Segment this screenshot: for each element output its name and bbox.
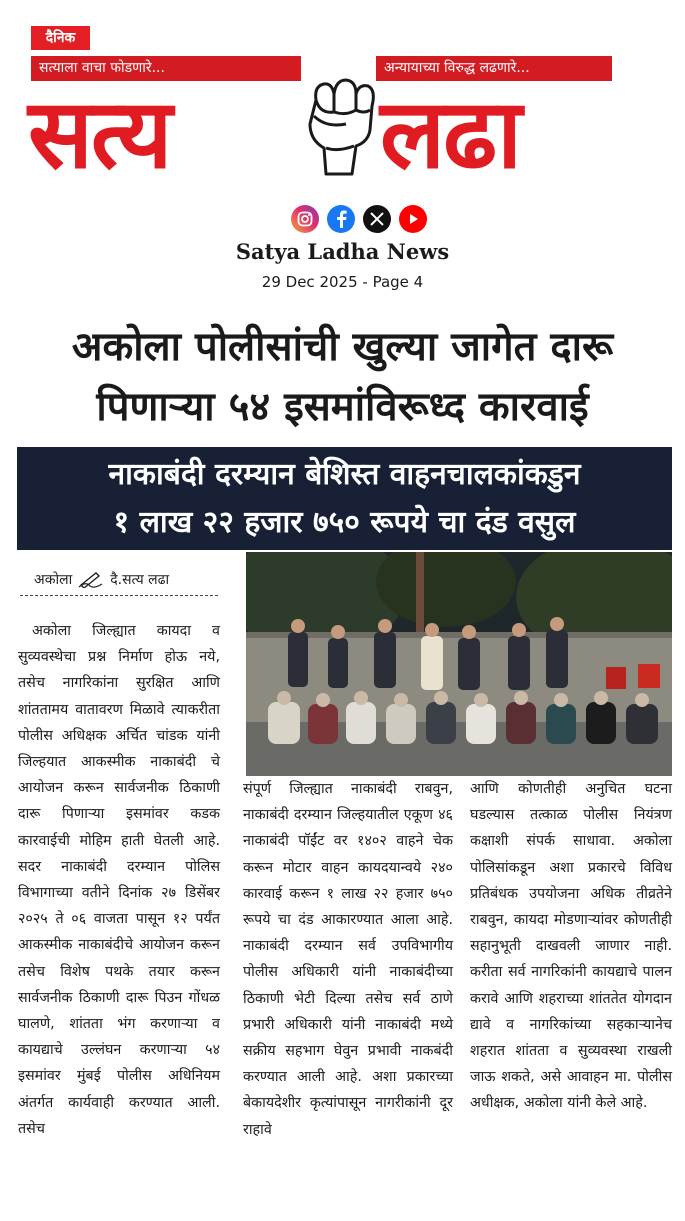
subhead-line-1: नाकाबंदी दरम्यान बेशिस्त वाहनचालकांकडुन <box>108 457 581 492</box>
instagram-icon[interactable] <box>291 205 319 233</box>
headline-line-1: अकोला पोलीसांची खुल्या जागेत दारू <box>71 324 614 370</box>
date-page: 29 Dec 2025 - Page 4 <box>261 273 424 291</box>
article-column-2: संपूर्ण जिल्ह्यात नाकाबंदी राबवुन, नाकाबंदी दरम्यान जिल्हयातील एकूण ४६ नाकाबंदी पॉईंट वर १४०२ वाहने चेक करून मोटार वाहन कायदयान्वये २४० कारवाई करून १ लाख २२ हजार ७५० रूपये चा दंड आकारण्यात आला आहे. नाकाबंदी दरम्यान सर्व उपविभागीय पोलीस अधिकारी यांनी नाकाबंदीच्या ठिकाणी भेटी दिल्या तसेच सर्व ठाणे प्रभारी अधिकारी यांनी नाकाबंदी मध्ये सक्रीय सहभाग घेवुन प्रभावी नाकबंदी करण्यात आली आहे. अशा प्रकारच्या बेकायदेशीर कृत्यांपासून नागरीकांनी दूर राहावे <box>243 781 453 1138</box>
facebook-icon[interactable] <box>327 205 355 233</box>
article-column-3: आणि कोणतीही अनुचित घटना घडल्यास तत्काळ पोलीस नियंत्रण कक्षाशी संपर्क साधावा. अकोला पोलिसांकडून अशा प्रकारचे विविध प्रतिबंधक उपयोजना अधिक तीव्रतेने राबवुन, कायदा मोडणाऱ्यांवर कोणतीही सहानुभूती दाखवली जाणार नाही. करीता सर्व नागरिकांनी कायद्याचे पालन करावे आणि शहराच्या शांततेत योगदान द्यावे व नागरिकांच्या सहकाऱ्यानेच शहरात शांतता व सुव्यवस्था राखली जाऊ शकते, असे आवाहन मा. पोलीस अधीक्षक, अकोला यांनी केले आहे. <box>470 781 672 1112</box>
byline-place: अकोला <box>34 571 73 588</box>
site-name: Satya Ladha News <box>235 239 450 264</box>
youtube-icon[interactable] <box>399 205 427 233</box>
subheadline-banner <box>17 447 672 550</box>
raised-fist-icon <box>296 70 382 180</box>
tagline-right: अन्यायाच्या विरुद्ध लढणारे... <box>376 56 612 81</box>
byline <box>20 565 218 593</box>
headline-line-2: पिणाऱ्या ५४ इसमांविरूध्द कारवाई <box>96 384 589 430</box>
brand-logo-right: लढा <box>380 78 520 190</box>
subhead-line-2: १ लाख २२ हजार ७५० रूपये चा दंड वसुल <box>113 505 576 540</box>
tagline-left: सत्याला वाचा फोडणारे... <box>31 56 301 81</box>
brand-logo-left: सत्य <box>28 78 171 190</box>
article-column-1: अकोला जिल्ह्यात कायदा व सुव्यवस्थेचा प्रश्न निर्माण होऊ नये, तसेच नागरिकांना सुरक्षित आणि शांततामय वातावरण मिळावे त्याकरीता पोलीस अधिक्षक अर्चित चांडक यांनी जिल्हयात आकस्मीक नाकाबंदी चे आयोजन करून सार्वजनीक ठिकाणी दारू पिणाऱ्या इसमांवर कडक कारवाईची मोहिम हाती घेतली आहे. सदर नाकाबंदी दरम्यान पोलिस विभागाच्या वतीने दिनांक २७ डिसेंबर २०२५ ते ०६ वाजता पासून १२ पर्यंत आकस्मीक नाकाबंदीचे आयोजन करून तसेच विशेष पथके तयार करून सार्वजनीक ठिकाणी दारू पिउन गोंधळ घालणे, शांतता भंग करणाऱ्या व कायद्याचे उल्लंघन करणाऱ्या ५४ इसमांवर मुंबई पोलीस अधिनियम अंतर्गत कार्यवाही करण्यात आली. तसेच <box>18 623 220 1137</box>
edition-badge: दैनिक <box>31 26 90 50</box>
byline-divider <box>20 595 218 596</box>
pen-icon <box>78 570 104 588</box>
article-photo <box>246 552 672 776</box>
x-icon[interactable] <box>363 205 391 233</box>
social-links <box>291 205 431 233</box>
byline-source: दै.सत्य लढा <box>110 571 170 588</box>
